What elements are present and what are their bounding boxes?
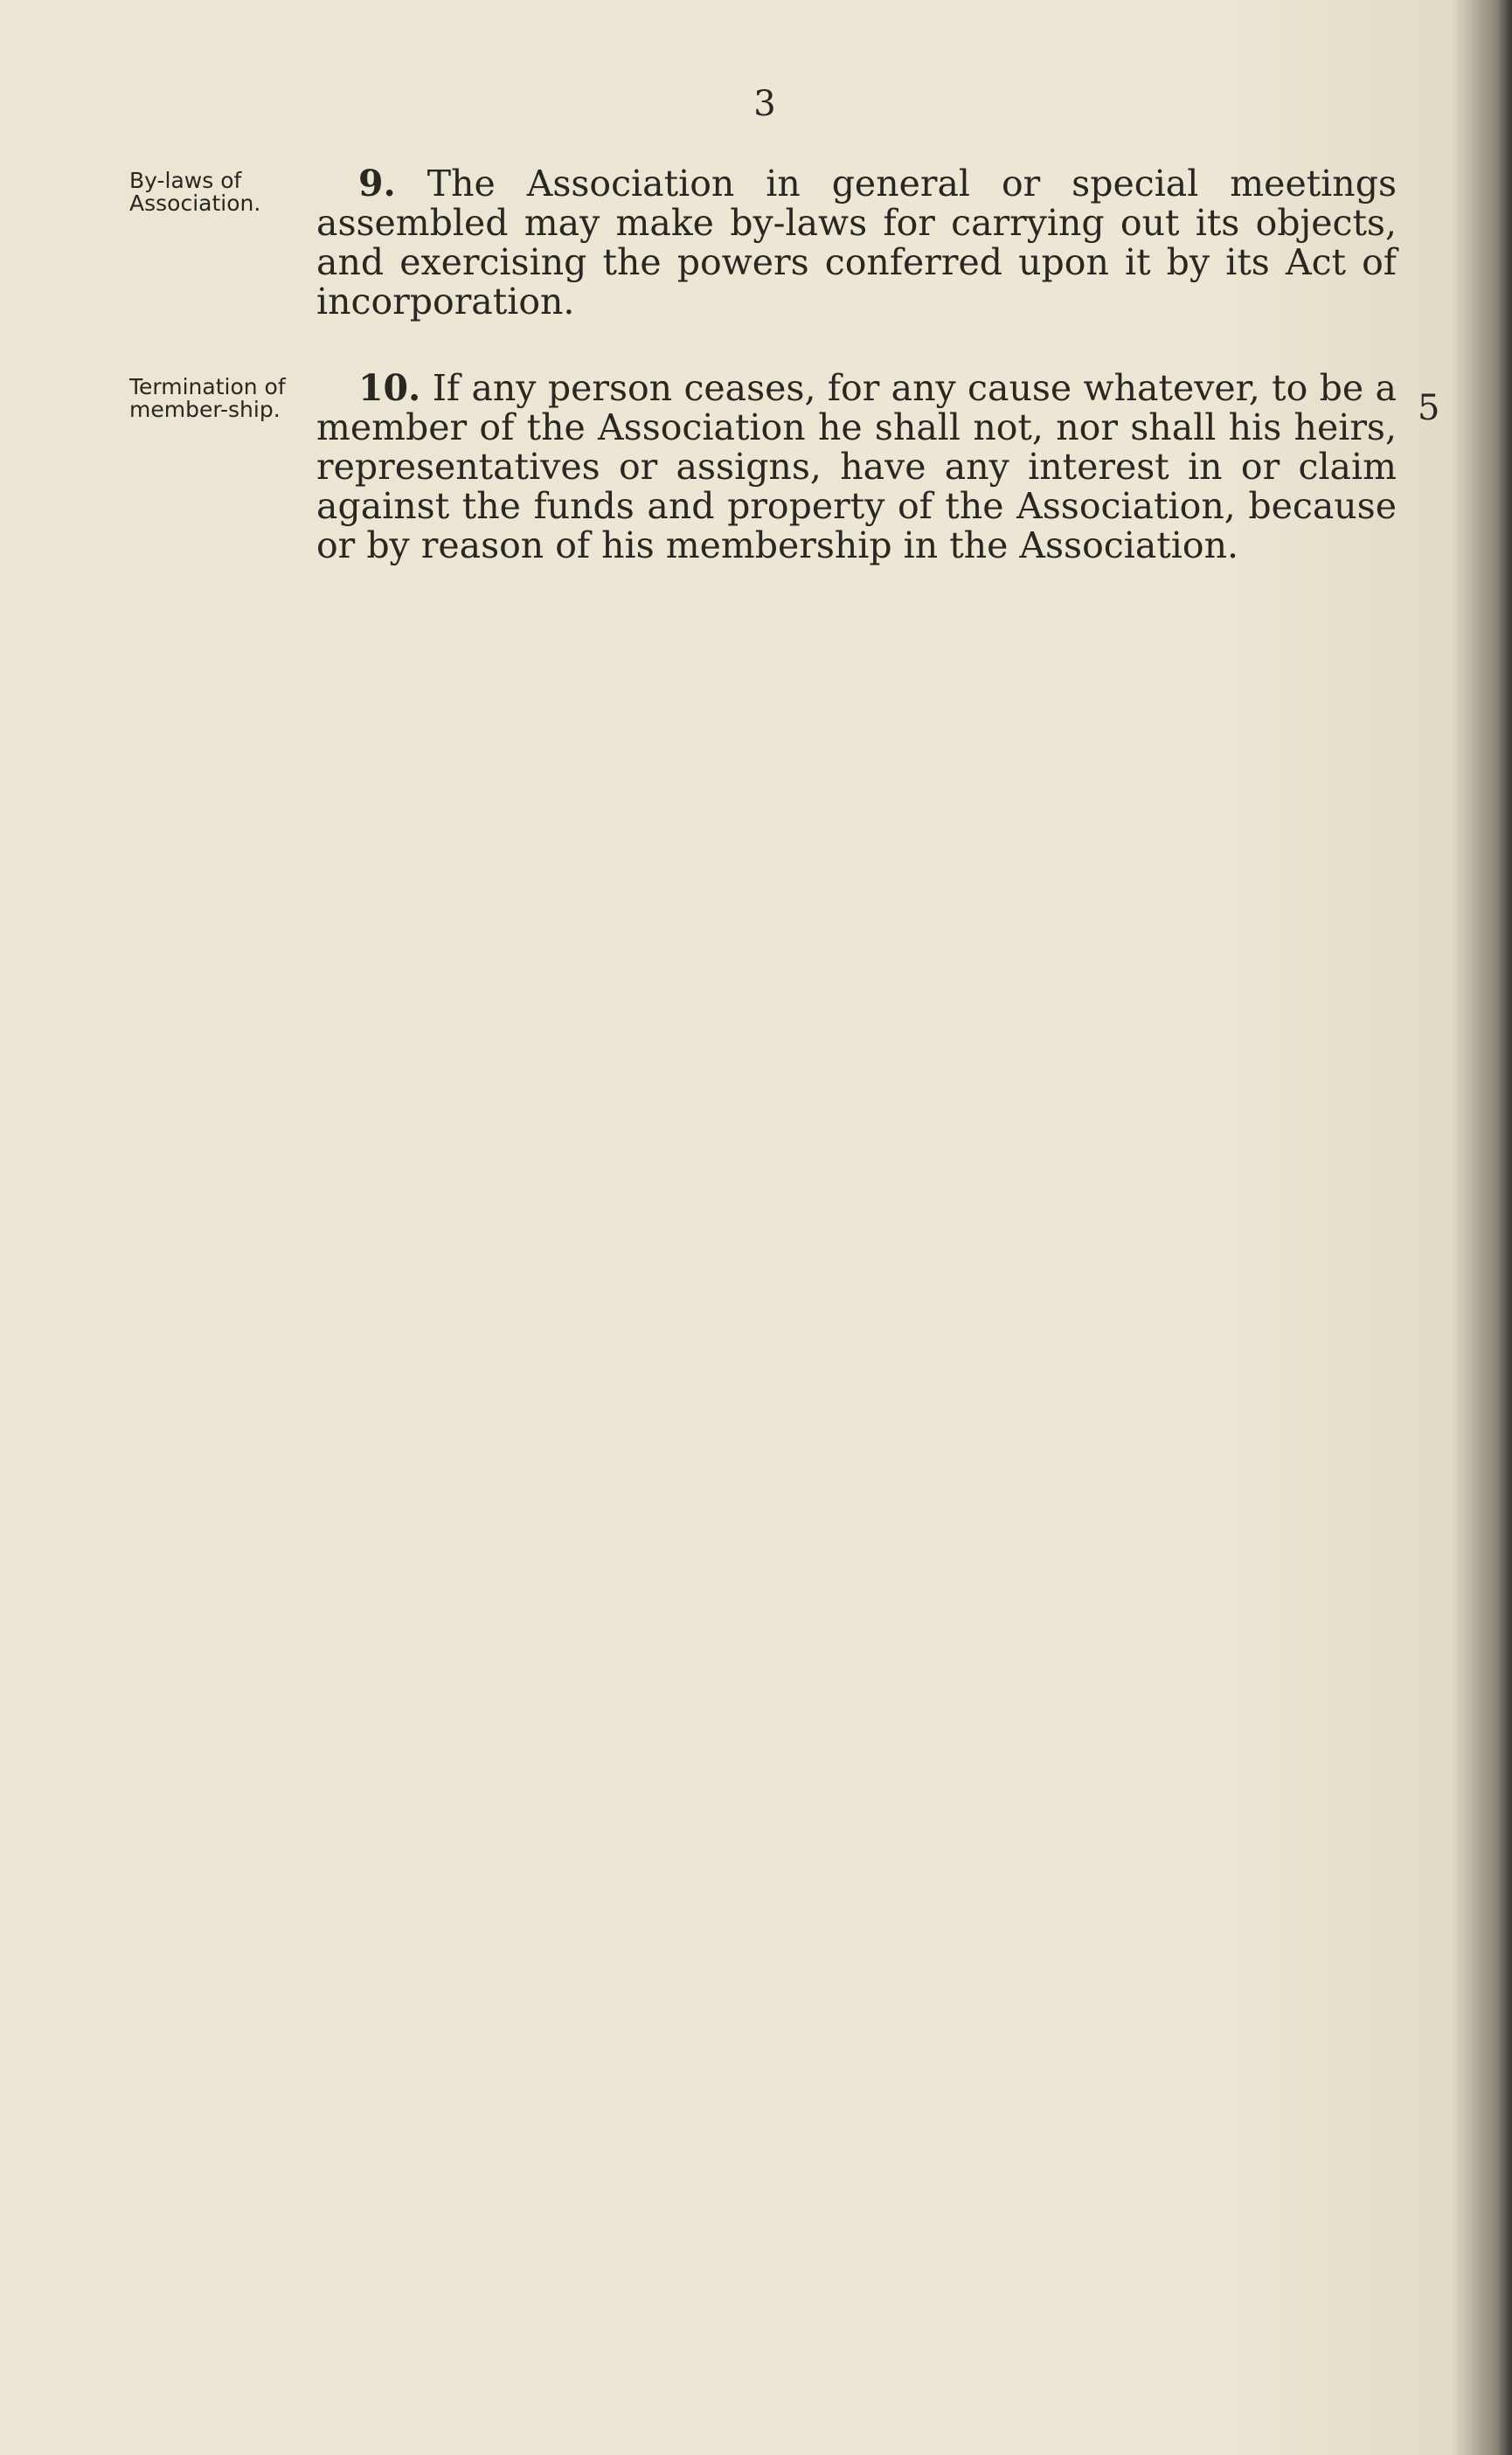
section-number: 10.: [358, 367, 421, 409]
margin-note-termination: Termination of member-ship.: [129, 374, 286, 422]
section-9: [316, 164, 1397, 322]
section-text: The Association in general or special meetings assembled may make by-laws for carrying out its objects, and exercising the powers conferred upon it by its Act of incorporation.: [316, 163, 1397, 322]
section-number: 9.: [358, 163, 396, 205]
margin-note-by-laws: By-laws of Association.: [129, 168, 261, 216]
section-text: If any person ceases, for any cause whatever, to be a member of the Association he shall not, nor shall his heirs, representatives or assigns, have any interest in or claim against the funds and property of the Association, because or by reason of his membership in the Association.: [316, 367, 1397, 566]
line-number: 5: [1418, 388, 1440, 428]
section-10: [316, 369, 1397, 565]
page-number: 3: [753, 84, 776, 124]
